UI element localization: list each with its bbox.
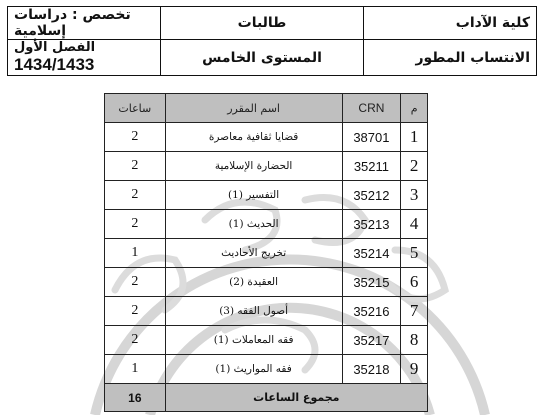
- row-course-name: تخريج الأحاديث: [165, 239, 342, 268]
- row-index: 5: [401, 239, 428, 268]
- col-course-name-header: اسم المقرر: [165, 94, 342, 123]
- header-info-table: [7, 6, 537, 76]
- table-row: [105, 239, 428, 268]
- row-crn: 38701: [342, 123, 401, 152]
- col-hours-header: ساعات: [105, 94, 166, 123]
- row-course-name: قضايا ثقافية معاصرة: [165, 123, 342, 152]
- row-hours: 2: [105, 268, 166, 297]
- total-hours-value: 16: [105, 384, 166, 412]
- row-crn: 35213: [342, 210, 401, 239]
- row-index: 7: [401, 297, 428, 326]
- total-hours-label: مجموع الساعات: [165, 384, 427, 412]
- courses-table: [104, 93, 428, 412]
- row-course-name: فقه المواريث (1): [165, 355, 342, 384]
- term-year: 1434/1433: [14, 55, 95, 74]
- table-row: [105, 152, 428, 181]
- table-row: [105, 297, 428, 326]
- col-crn-header: CRN: [342, 94, 401, 123]
- row-course-name: الحديث (1): [165, 210, 342, 239]
- row-crn: 35214: [342, 239, 401, 268]
- row-crn: 35212: [342, 181, 401, 210]
- students-label: طالبات: [161, 7, 364, 40]
- row-hours: 2: [105, 123, 166, 152]
- row-index: 9: [401, 355, 428, 384]
- row-hours: 2: [105, 326, 166, 355]
- row-course-name: فقه المعاملات (1): [165, 326, 342, 355]
- table-row: [105, 355, 428, 384]
- level-label: المستوى الخامس: [161, 40, 364, 76]
- table-row: [105, 326, 428, 355]
- row-hours: 2: [105, 152, 166, 181]
- table-row: [105, 210, 428, 239]
- row-course-name: التفسير (1): [165, 181, 342, 210]
- row-crn: 35211: [342, 152, 401, 181]
- row-hours: 2: [105, 210, 166, 239]
- header-row-2: [8, 40, 537, 76]
- row-crn: 35216: [342, 297, 401, 326]
- row-hours: 2: [105, 297, 166, 326]
- row-hours: 1: [105, 239, 166, 268]
- specialization: تخصص : دراسات إسلامية: [8, 7, 161, 40]
- row-course-name: العقيدة (2): [165, 268, 342, 297]
- row-index: 1: [401, 123, 428, 152]
- row-course-name: الحضارة الإسلامية: [165, 152, 342, 181]
- college-name: كلية الآداب: [364, 7, 537, 40]
- row-index: 4: [401, 210, 428, 239]
- row-index: 6: [401, 268, 428, 297]
- table-row: [105, 181, 428, 210]
- term-label: الفصل الأول: [14, 40, 96, 55]
- row-hours: 2: [105, 181, 166, 210]
- table-row: [105, 123, 428, 152]
- row-index: 2: [401, 152, 428, 181]
- total-row: [105, 384, 428, 412]
- row-index: 3: [401, 181, 428, 210]
- row-course-name: أصول الفقه (3): [165, 297, 342, 326]
- row-crn: 35217: [342, 326, 401, 355]
- header-row-1: [8, 7, 537, 40]
- table-row: [105, 268, 428, 297]
- row-hours: 1: [105, 355, 166, 384]
- term-info: [8, 40, 161, 76]
- row-crn: 35218: [342, 355, 401, 384]
- row-crn: 35215: [342, 268, 401, 297]
- col-index-header: م: [401, 94, 428, 123]
- courses-header-row: [105, 94, 428, 123]
- row-index: 8: [401, 326, 428, 355]
- program-name: الانتساب المطور: [364, 40, 537, 76]
